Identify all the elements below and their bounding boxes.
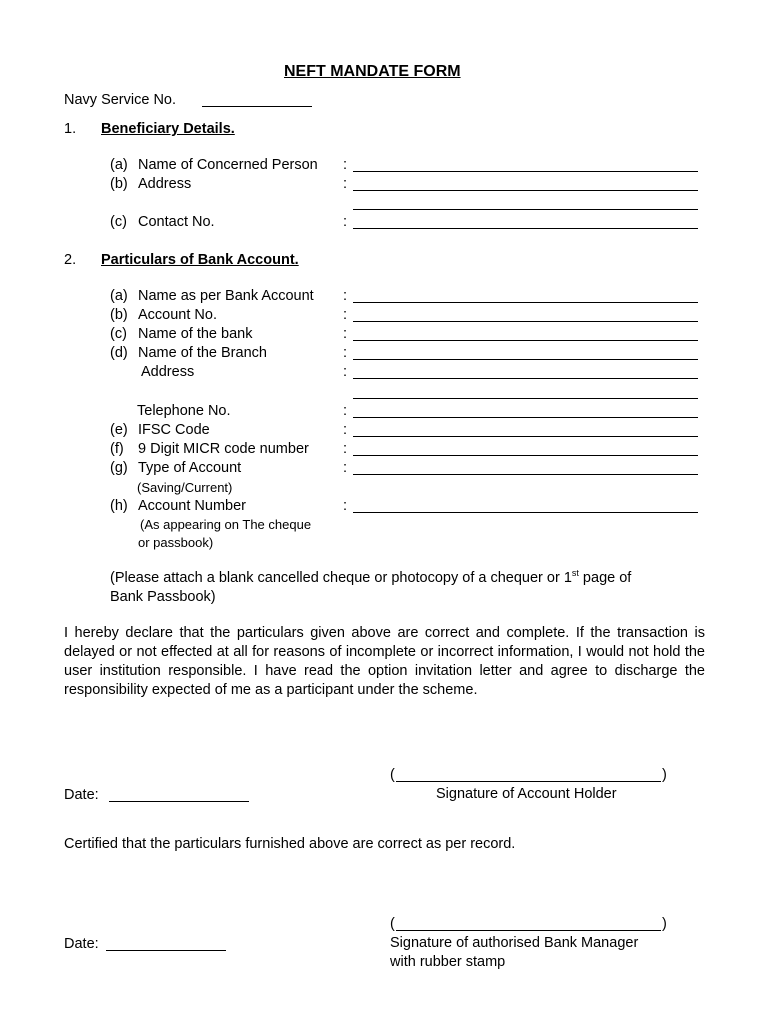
s2-micr-input-line[interactable] xyxy=(353,455,698,456)
date2-label: Date: xyxy=(64,936,99,952)
s2-prefix-g: (g) xyxy=(110,460,128,476)
colon: : xyxy=(343,441,348,457)
s2-label-account-no: Account No. xyxy=(138,307,217,323)
s2-prefix-b: (b) xyxy=(110,307,128,323)
attach-note-line2: Bank Passbook) xyxy=(110,589,216,605)
s1-contact-input-line[interactable] xyxy=(353,228,698,229)
colon: : xyxy=(343,176,348,192)
s1-label-address: Address xyxy=(138,176,192,192)
signature2-bracket-open: ( xyxy=(390,916,395,932)
signature2-label-line1: Signature of authorised Bank Manager xyxy=(390,935,639,951)
colon: : xyxy=(343,422,348,438)
certified-text: Certified that the particulars furnished above are correct as per record. xyxy=(64,836,516,852)
section1-heading: Beneficiary Details. xyxy=(101,121,235,137)
s2-label-name-bank-account: Name as per Bank Account xyxy=(138,288,314,304)
s1-prefix-c: (c) xyxy=(110,214,127,230)
s2-account-no-input-line[interactable] xyxy=(353,321,698,322)
colon: : xyxy=(343,326,348,342)
navy-service-input-line[interactable] xyxy=(202,106,312,107)
s2-account-type-input-line[interactable] xyxy=(353,474,698,475)
colon: : xyxy=(343,307,348,323)
s2-ifsc-input-line[interactable] xyxy=(353,436,698,437)
s2-branch-name-input-line[interactable] xyxy=(353,359,698,360)
colon: : xyxy=(343,460,348,476)
s1-name-input-line[interactable] xyxy=(353,171,698,172)
colon: : xyxy=(343,345,348,361)
s2-name-input-line[interactable] xyxy=(353,302,698,303)
page-title: NEFT MANDATE FORM xyxy=(284,63,461,80)
s2-account-number-input-line[interactable] xyxy=(353,512,698,513)
s2-account-type-note: (Saving/Current) xyxy=(137,480,233,495)
s2-prefix-d: (d) xyxy=(110,345,128,361)
s1-address-input-line-2[interactable] xyxy=(353,209,698,210)
s2-account-number-note-1: (As appearing on The cheque xyxy=(140,517,312,532)
signature2-label-line2: with rubber stamp xyxy=(390,954,506,970)
s2-label-bank-name: Name of the bank xyxy=(138,326,253,342)
declaration-paragraph: I hereby declare that the particulars given above are correct and complete. If the transaction is delayed or not effected at all for reasons of incomplete or incorrect information, I would not hold the user institution responsible. I have read the option invitation letter and agree to discharge the responsibility expected of me as a participant under the scheme. xyxy=(64,625,705,698)
s2-label-ifsc: IFSC Code xyxy=(138,422,210,438)
s2-label-telephone: Telephone No. xyxy=(137,403,231,419)
navy-service-label: Navy Service No. xyxy=(64,92,177,108)
s2-label-branch-address: Address xyxy=(141,364,195,380)
colon: : xyxy=(343,288,348,304)
attach-note-line1: (Please attach a blank cancelled cheque or photocopy of a chequer or 1st page of xyxy=(110,568,632,586)
signature2-bracket-close: ) xyxy=(662,916,667,932)
section1-number: 1. xyxy=(64,121,77,137)
date1-label: Date: xyxy=(64,787,99,803)
s2-bank-name-input-line[interactable] xyxy=(353,340,698,341)
signature1-bracket-open: ( xyxy=(390,767,395,783)
s1-label-contact: Contact No. xyxy=(138,214,215,230)
s2-prefix-c: (c) xyxy=(110,326,127,342)
colon: : xyxy=(343,157,348,173)
s1-label-name: Name of Concerned Person xyxy=(138,157,318,173)
s2-label-account-type: Type of Account xyxy=(138,460,242,476)
date2-input-line[interactable] xyxy=(106,950,226,951)
s2-label-branch-name: Name of the Branch xyxy=(138,345,267,361)
s1-prefix-a: (a) xyxy=(110,157,128,173)
colon: : xyxy=(343,364,348,380)
colon: : xyxy=(343,498,348,514)
s2-label-micr: 9 Digit MICR code number xyxy=(138,441,309,457)
s2-branch-address-input-line[interactable] xyxy=(353,378,698,379)
s1-address-input-line[interactable] xyxy=(353,190,698,191)
s1-prefix-b: (b) xyxy=(110,176,128,192)
section2-number: 2. xyxy=(64,252,77,268)
colon: : xyxy=(343,403,348,419)
signature1-bracket-close: ) xyxy=(662,767,667,783)
signature1-input-line[interactable] xyxy=(396,781,661,782)
s2-account-number-note-2: or passbook) xyxy=(138,535,214,550)
s2-branch-address-input-line-2[interactable] xyxy=(353,398,698,399)
s2-telephone-input-line[interactable] xyxy=(353,417,698,418)
s2-prefix-f: (f) xyxy=(110,441,124,457)
colon: : xyxy=(343,214,348,230)
s2-prefix-a: (a) xyxy=(110,288,128,304)
section2-heading: Particulars of Bank Account. xyxy=(101,252,299,268)
s2-prefix-h: (h) xyxy=(110,498,128,514)
s2-prefix-e: (e) xyxy=(110,422,128,438)
signature2-input-line[interactable] xyxy=(396,930,661,931)
signature1-label: Signature of Account Holder xyxy=(436,786,617,802)
date1-input-line[interactable] xyxy=(109,801,249,802)
s2-label-account-number: Account Number xyxy=(138,498,246,514)
